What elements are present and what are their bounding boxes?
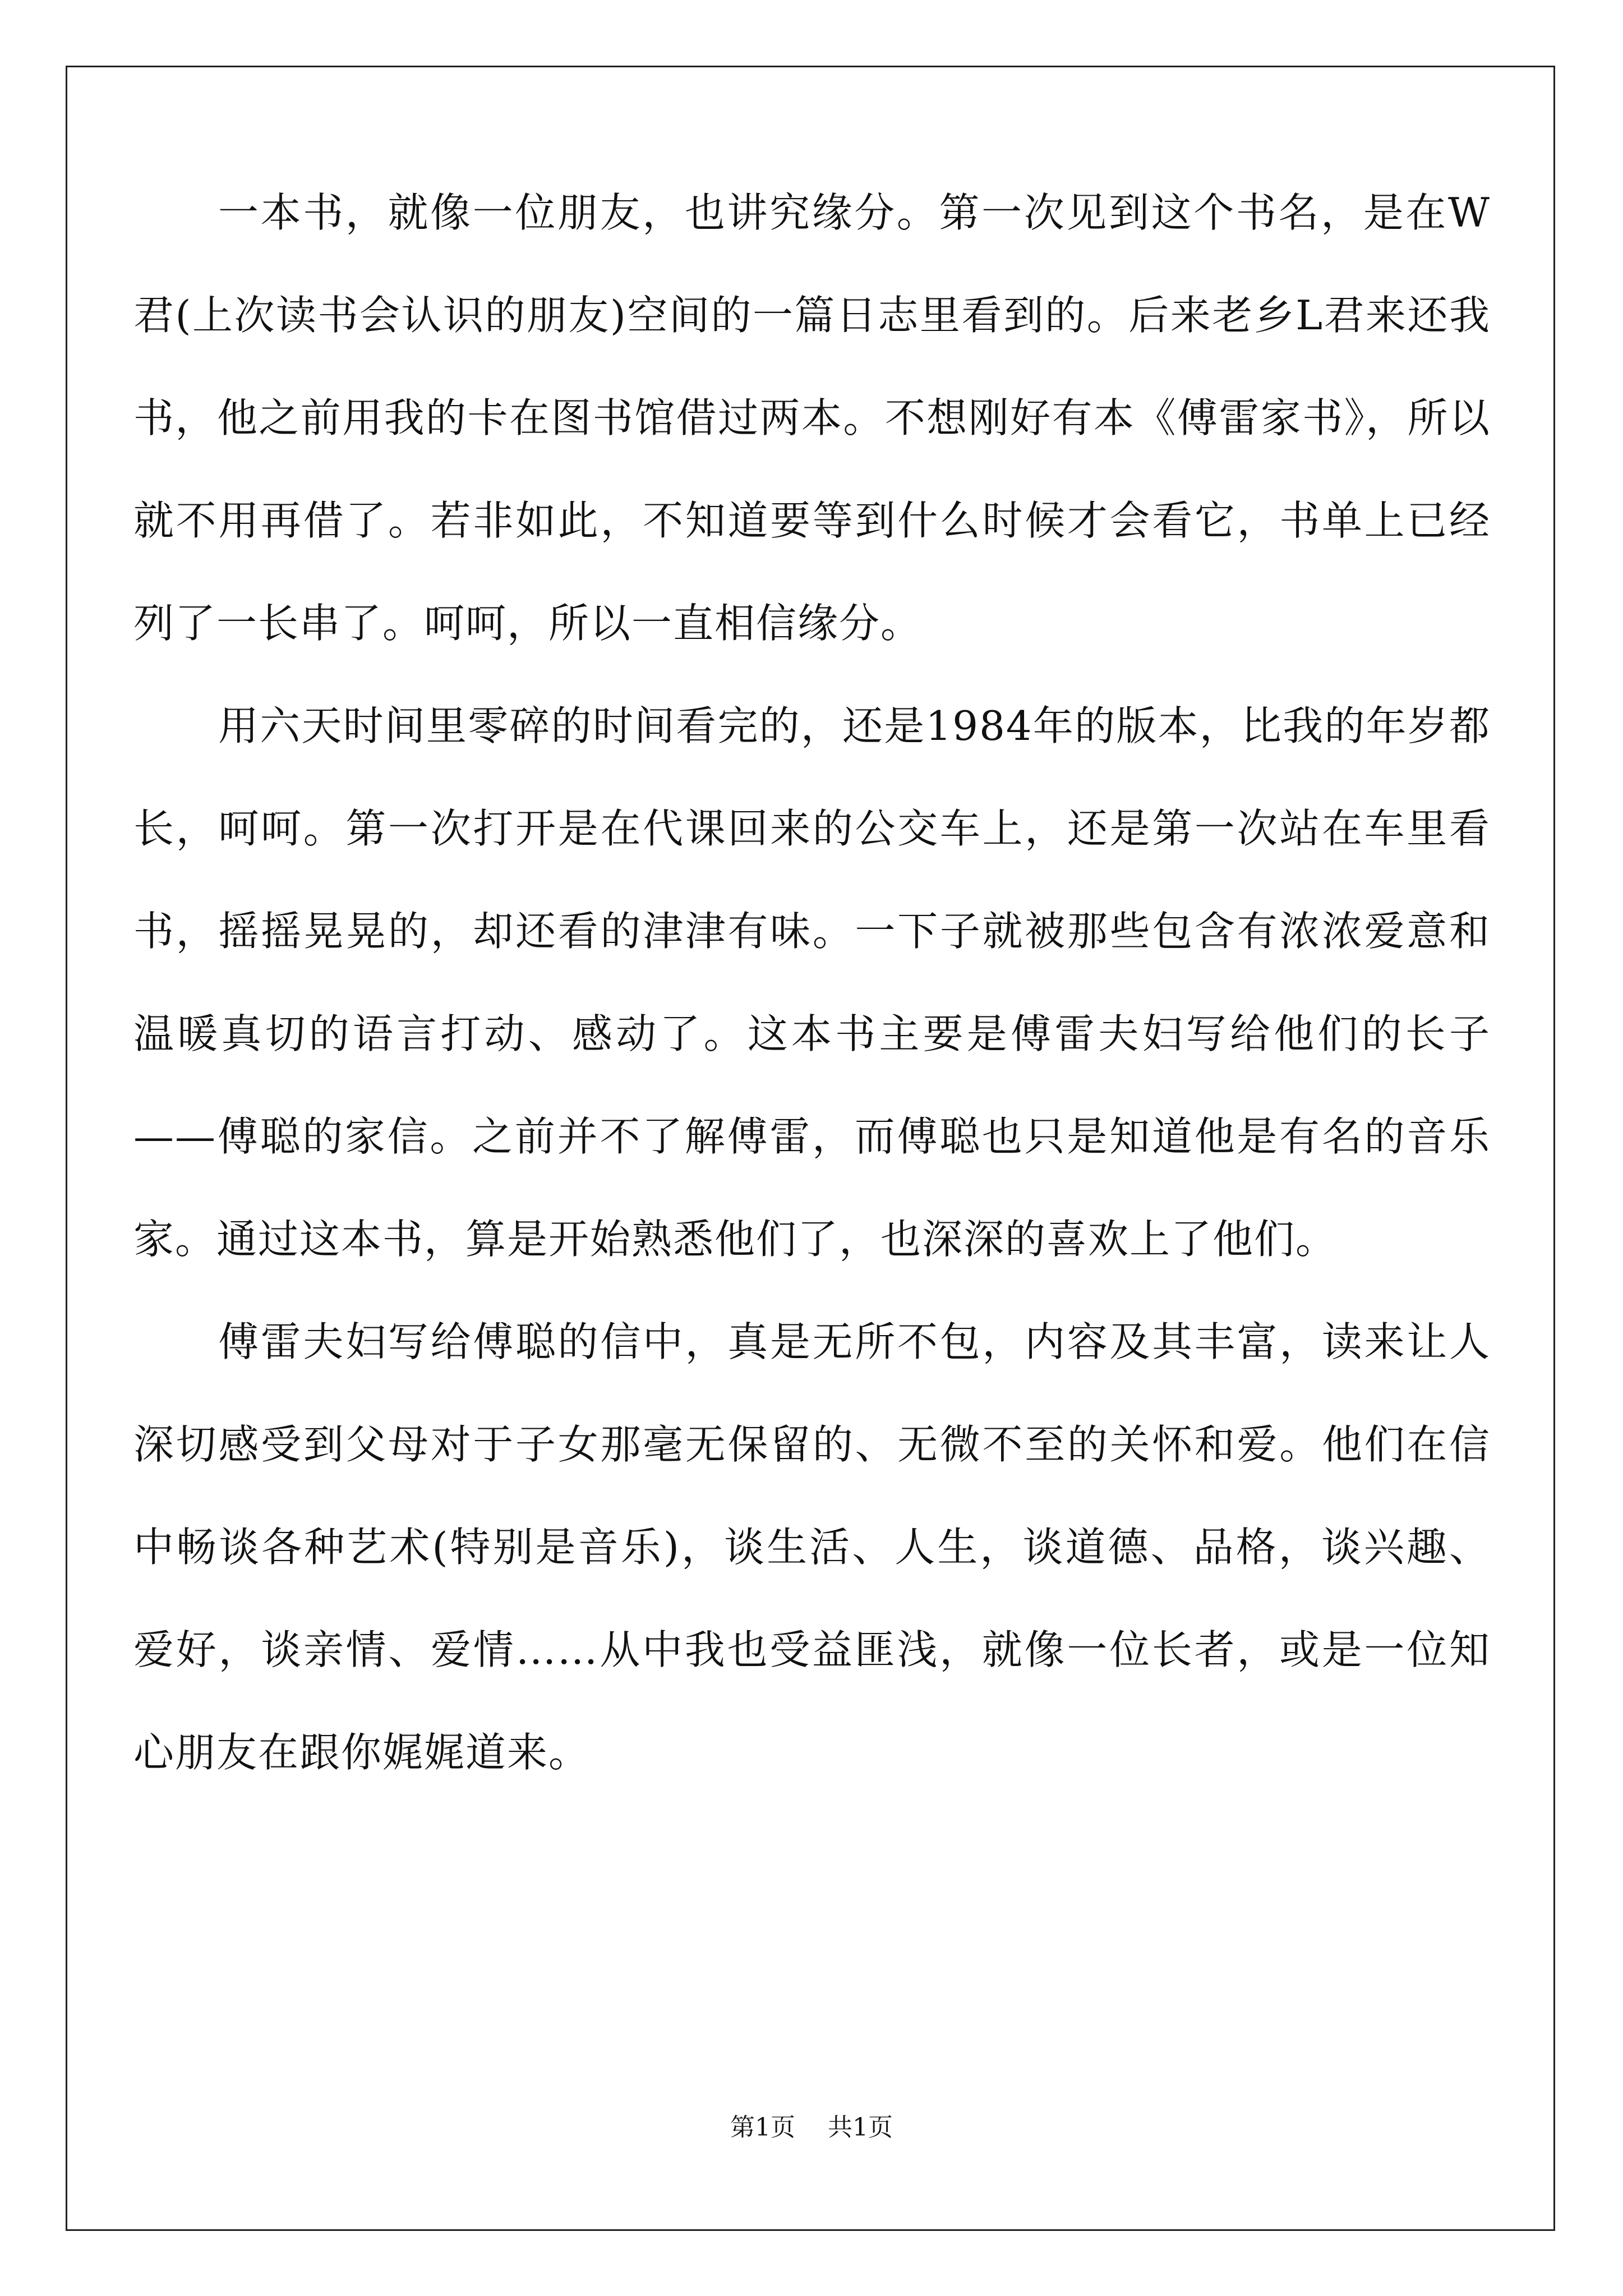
page-footer (0, 2111, 1623, 2145)
paragraph-1: 一本书，就像一位朋友，也讲究缘分。第一次见到这个书名，是在W君(上次读书会认识的朋友)空间的一篇日志里看到的。后来老乡L君来还我书，他之前用我的卡在图书馆借过两本。不想刚好有本《傅雷家书》，所以就不用再借了。若非如此，不知道要等到什么时候才会看它，书单上已经列了一长串了。呵呵，所以一直相信缘分。 (133, 189, 1491, 647)
document-body (133, 162, 1491, 1804)
paragraph-2: 用六天时间里零碎的时间看完的，还是1984年的版本，比我的年岁都长，呵呵。第一次打开是在代课回来的公交车上，还是第一次站在车里看书，摇摇晃晃的，却还看的津津有味。一下子就被那些包含有浓浓爱意和温暖真切的语言打动、感动了。这本书主要是傅雷夫妇写给他们的长子——傅聪的家信。之前并不了解傅雷，而傅聪也只是知道他是有名的音乐家。通过这本书，算是开始熟悉他们了，也深深的喜欢上了他们。 (133, 702, 1491, 1263)
page-number-current: 第1页 (730, 2113, 795, 2142)
page-number-total: 共1页 (828, 2113, 893, 2142)
paragraph-3: 傅雷夫妇写给傅聪的信中，真是无所不包，内容及其丰富，读来让人深切感受到父母对于子女那毫无保留的、无微不至的关怀和爱。他们在信中畅谈各种艺术(特别是音乐)，谈生活、人生，谈道德、品格，谈兴趣、爱好，谈亲情、爱情……从中我也受益匪浅，就像一位长者，或是一位知心朋友在跟你娓娓道来。 (133, 1318, 1491, 1776)
